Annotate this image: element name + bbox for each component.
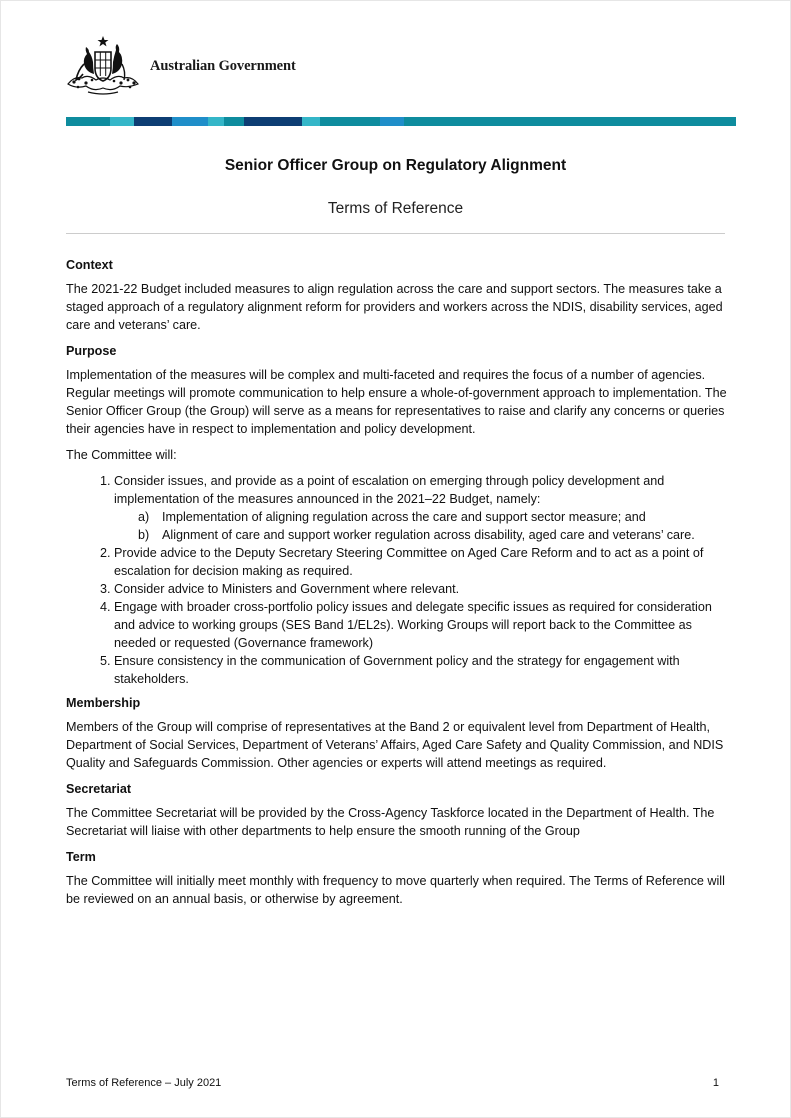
footer-label: Terms of Reference – July 2021 [66, 1077, 222, 1089]
band-segment [320, 117, 380, 126]
band-segment [404, 117, 736, 126]
budget-measures-sublist [114, 508, 731, 544]
band-segment [302, 117, 320, 126]
context-paragraph: The 2021-22 Budget included measures to align regulation across the care and support sectors. The measures take a staged approach of a regulatory alignment reform for providers and workers across the NDIS, disability services, aged care and veterans’ care. [66, 282, 723, 332]
membership-heading: Membership [66, 696, 141, 710]
list-item: 4. Engage with broader cross-portfolio policy issues and delegate specific issues as required for consideration and advice to working groups (SES Band 1/EL2s). Working Groups will report back to the Committee as needed or requested (Governance framework) [114, 598, 731, 652]
band-segment [244, 117, 302, 126]
band-segment [134, 117, 172, 126]
commonwealth-coat-of-arms-icon [66, 34, 146, 98]
band-segment [172, 117, 208, 126]
band-segment [380, 117, 404, 126]
committee-intro: The Committee will: [66, 448, 177, 462]
title-divider [66, 233, 725, 234]
list-item: 5. Ensure consistency in the communication of Government policy and the strategy for engagement with stakeholders. [114, 652, 731, 688]
context-heading: Context [66, 258, 113, 272]
page-header [66, 34, 366, 98]
secretariat-heading: Secretariat [66, 782, 132, 796]
band-segment [110, 117, 134, 126]
list-item: 3. Consider advice to Ministers and Government where relevant. [114, 580, 731, 598]
band-segment [224, 117, 244, 126]
term-heading: Term [66, 850, 96, 864]
page-number: 1 [712, 1077, 719, 1089]
document-body [66, 256, 731, 916]
sublist-item: Alignment of care and support worker regulation across disability, aged care and veterans’ care. [162, 528, 695, 542]
list-item: 2. Provide advice to the Deputy Secretary Steering Committee on Aged Care Reform and to act as a point of escalation for decision making as required. [114, 544, 731, 580]
term-paragraph: The Committee will initially meet monthly with frequency to move quarterly when required. The Terms of Reference will be reviewed on an annual basis, or otherwise by agreement. [66, 874, 725, 906]
membership-paragraph: Members of the Group will comprise of representatives at the Band 2 or equivalent level from Department of Health, Department of Social Services, Department of Veterans’ Affairs, Aged Care Safety and Quality Commission, and NDIS Quality and Safeguards Commission. Other agencies or experts will attend meetings as required. [66, 720, 724, 770]
list-item-text: Consider issues, and provide as a point of escalation on emerging through policy development and implementation of the measures announced in the 2021–22 Budget, namely: [114, 474, 665, 506]
list-item [114, 472, 731, 544]
header-color-band [66, 117, 736, 126]
committee-duties-list [66, 472, 731, 688]
sublist-item: Implementation of aligning regulation across the care and support sector measure; and [162, 510, 646, 524]
secretariat-paragraph: The Committee Secretariat will be provided by the Cross-Agency Taskforce located in the Department of Health. The Secretariat will liaise with other departments to help ensure the smooth running of the Group [66, 806, 715, 838]
document-title: Senior Officer Group on Regulatory Alignment [224, 157, 567, 174]
purpose-paragraph: Implementation of the measures will be complex and multi-faceted and requires the focus of a number of agencies. Regular meetings will promote communication to help ensure a whole-of-government approach to implementation. The Senior Officer Group (the Group) will serve as a means for representatives to raise and clarify any concerns or queries their agencies have in respect to implementation and policy development. [66, 368, 727, 436]
band-segment [66, 117, 110, 126]
document-subtitle: Terms of Reference [327, 200, 464, 217]
purpose-heading: Purpose [66, 344, 117, 358]
government-name: Australian Government [150, 58, 296, 74]
band-segment [208, 117, 224, 126]
